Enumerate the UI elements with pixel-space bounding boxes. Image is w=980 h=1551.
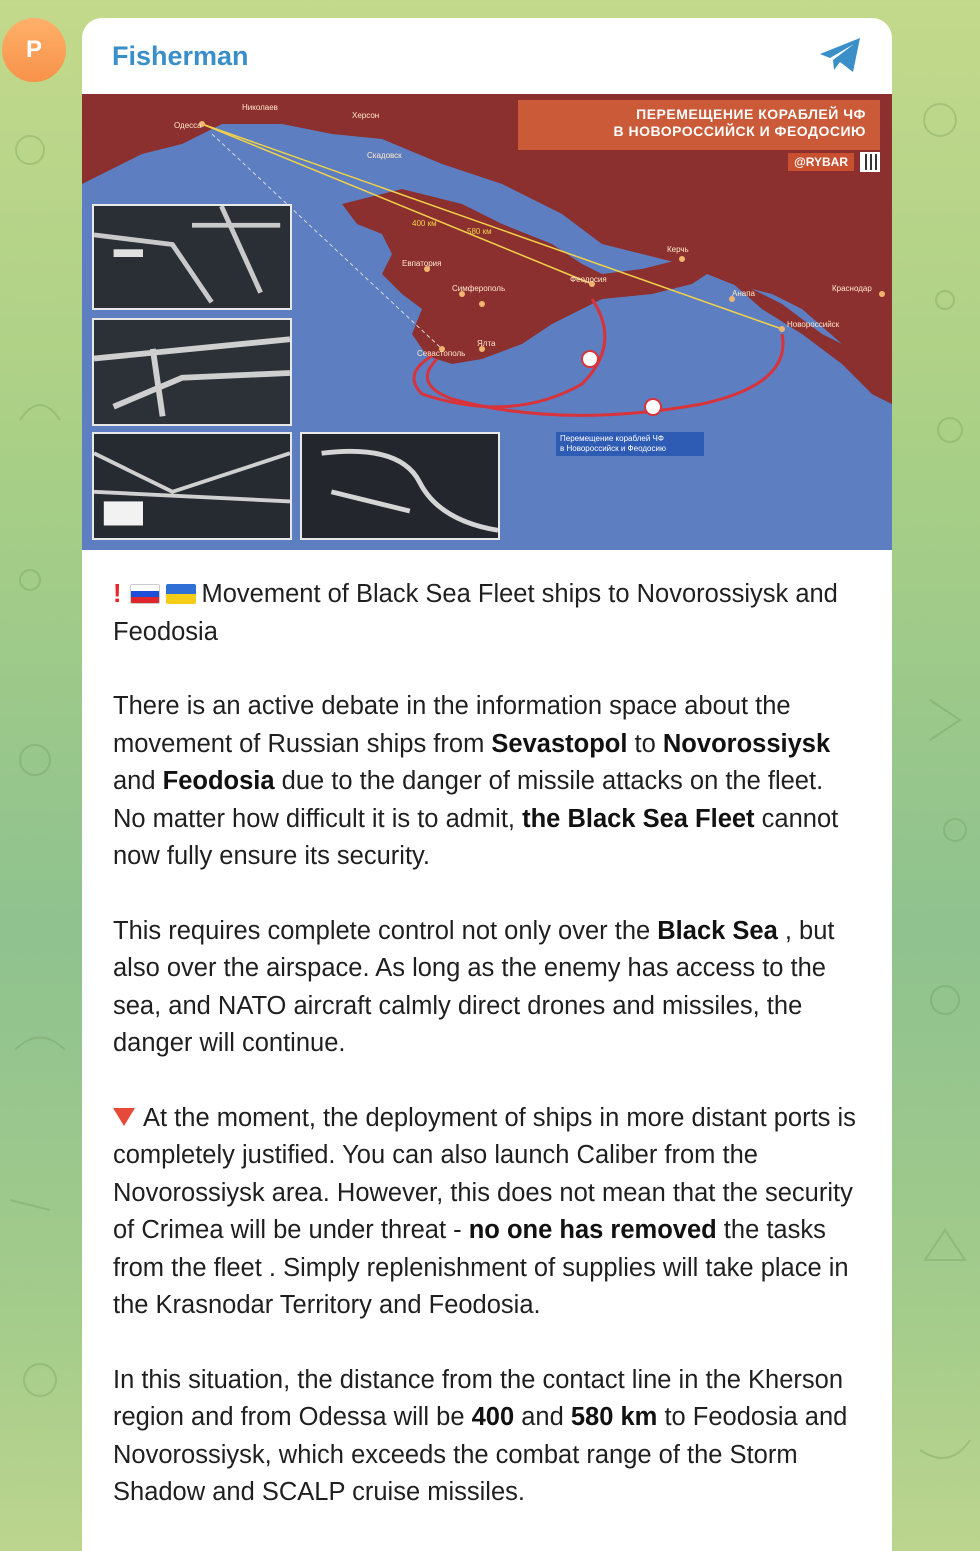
paragraph-2 xyxy=(113,913,862,1063)
paragraph-3 xyxy=(113,1100,862,1325)
satellite-inset-3 xyxy=(92,432,292,540)
city-evpatoria: Евпатория xyxy=(402,259,442,268)
avatar-letter: P xyxy=(25,36,42,63)
city-anapa: Анапа xyxy=(732,289,755,298)
p1-text-1: There is an active debate in the information space about the movement of Russian ships from xyxy=(113,692,791,758)
satellite-inset-1 xyxy=(92,204,292,310)
p4-text-1: In this situation, the distance from the contact line in the Kherson region and from Odessa will be xyxy=(113,1365,843,1431)
banner-line-1: ПЕРЕМЕЩЕНИЕ КОРАБЛЕЙ ЧФ xyxy=(636,106,866,122)
p2-text-2: , but also over the airspace. As long as the enemy has access to the sea, and NATO aircraft calmly direct drones and missiles, the danger will continue. xyxy=(113,916,835,1057)
p1-text-5: cannot now fully ensure its security. xyxy=(113,804,839,870)
p1-bold-feodosia: Feodosia xyxy=(162,767,275,795)
channel-name[interactable]: Fisherman xyxy=(112,40,249,71)
p1-text-4: due to the danger of missile attacks on the fleet. No matter how difficult it is to admit, xyxy=(113,767,824,833)
message-bubble xyxy=(82,18,892,1551)
distance-label-1: 400 км xyxy=(412,219,437,228)
p4-bold-580km: 580 km xyxy=(570,1403,658,1431)
p1-bold-novorossiysk: Novorossiysk xyxy=(662,729,831,758)
p4-bold-400: 400 xyxy=(471,1403,515,1431)
red-triangle-icon xyxy=(113,1108,135,1126)
p1-bold-sevastopol: Sevastopol xyxy=(491,729,628,758)
city-nikolaev: Николаев xyxy=(242,103,278,112)
route-legend-line-2: в Новороссийск и Феодосию xyxy=(560,444,666,453)
russia-flag-icon xyxy=(130,584,160,604)
p4-text-3: to Feodosia and Novorossiysk, which exceeds the combat range of the Storm Shadow and SCALP cruise missiles. xyxy=(113,1403,848,1506)
city-yalta: Ялта xyxy=(477,339,496,348)
p3-bold-no-one: no one has removed xyxy=(468,1216,717,1244)
city-simferopol: Симферополь xyxy=(452,284,506,293)
city-kerch: Керчь xyxy=(667,245,689,254)
city-novorossiysk: Новороссийск xyxy=(787,320,840,329)
paragraph-1 xyxy=(113,688,862,876)
p1-text-2: to xyxy=(627,729,663,758)
satellite-inset-4 xyxy=(300,432,500,540)
source-tag xyxy=(788,152,880,172)
satellite-inset-2 xyxy=(92,318,292,426)
city-odessa: Одесса xyxy=(174,121,202,130)
city-kherson: Херсон xyxy=(352,111,380,120)
post-title-paragraph xyxy=(113,576,862,651)
city-feodosia: Феодосия xyxy=(570,275,607,284)
p2-text-1: This requires complete control not only over the xyxy=(113,916,658,945)
telegram-plane-icon[interactable] xyxy=(818,36,864,76)
qr-code-icon xyxy=(860,152,880,172)
post-title: Movement of Black Sea Fleet ships to Novorossiysk and Feodosia xyxy=(113,580,838,646)
distance-label-2: 580 км xyxy=(467,227,492,236)
exclamation-icon: ! xyxy=(113,580,122,608)
p3-text-1: At the moment, the deployment of ships in more distant ports is completely justified. You can also launch Caliber from the Novorossiysk area. However, this does not mean that the security of Crimea will be under threat - xyxy=(113,1103,856,1244)
map-title-banner xyxy=(518,100,880,150)
source-tag-text: @RYBAR xyxy=(788,153,854,171)
route-legend xyxy=(556,432,704,456)
city-sevastopol: Севастополь xyxy=(417,349,466,358)
post-map-image[interactable] xyxy=(82,94,892,550)
p1-text-3: and xyxy=(113,767,163,795)
paragraph-4 xyxy=(113,1362,862,1512)
channel-avatar[interactable] xyxy=(2,18,66,82)
ukraine-flag-icon xyxy=(166,584,196,604)
p2-bold-black-sea: Black Sea xyxy=(657,916,778,945)
route-legend-line-1: Перемещение кораблей ЧФ xyxy=(560,434,664,443)
city-skadovsk: Скадовск xyxy=(367,151,402,160)
city-krasnodar: Краснодар xyxy=(832,284,872,293)
message-header xyxy=(82,18,892,94)
p4-text-2: and xyxy=(514,1403,571,1431)
p3-text-2: the tasks from the fleet . Simply replenishment of supplies will take place in the Krasnodar Territory and Feodosia. xyxy=(113,1216,849,1319)
post-text xyxy=(82,550,892,1512)
p1-bold-fleet: the Black Sea Fleet xyxy=(522,804,755,833)
banner-line-2: В НОВОРОССИЙСК И ФЕОДОСИЮ xyxy=(613,123,866,139)
